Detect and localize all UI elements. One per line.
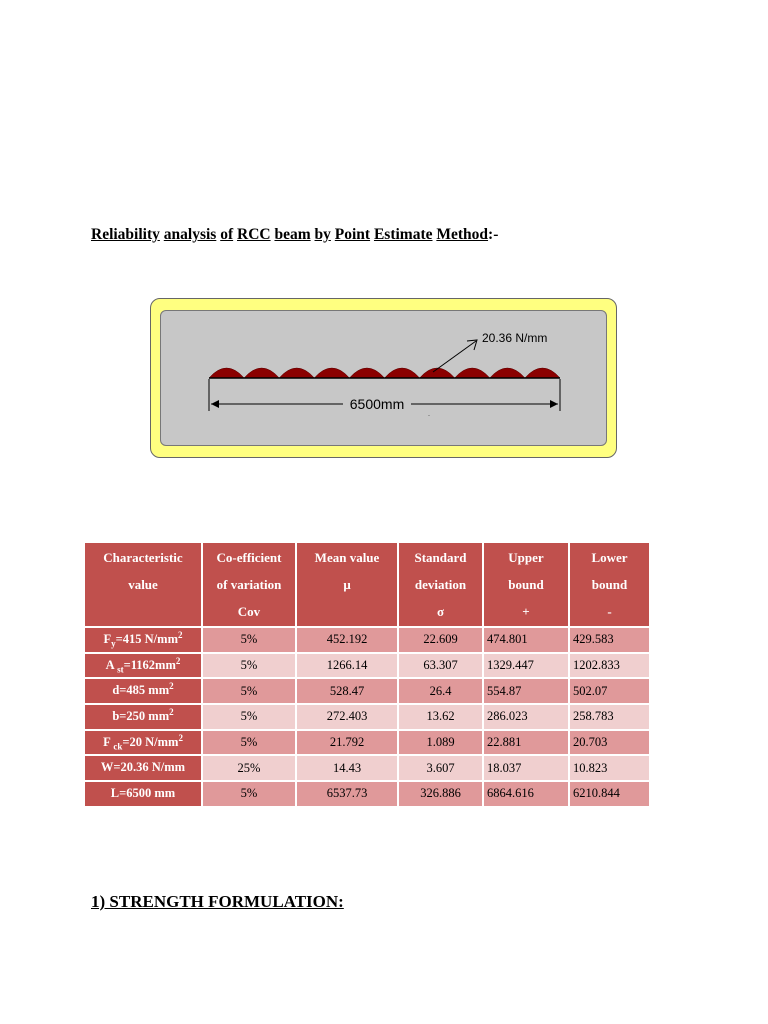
header-line [299, 598, 395, 625]
table-row [85, 731, 649, 755]
row-label-sub: st [117, 664, 124, 675]
cell-mean: 528.47 [297, 679, 397, 703]
header-line: Standard [414, 550, 467, 565]
header-sd [399, 543, 482, 626]
cell-upper: 474.801 [484, 628, 568, 652]
dimension-arrow-right [550, 400, 558, 408]
row-label-pre: b=250 mm [112, 709, 170, 724]
header-line: + [522, 604, 530, 619]
title-word: beam [274, 226, 311, 243]
row-label [85, 679, 201, 703]
header-line: bound [591, 577, 628, 592]
table-row [85, 782, 649, 806]
load-pointer-line [433, 341, 476, 372]
cell-upper: 22.881 [484, 731, 568, 755]
cell-sd: 1.089 [399, 731, 482, 755]
title-word: by [314, 226, 331, 243]
row-label-sup: 2 [169, 706, 174, 717]
row-label-mid: =1162mm [123, 657, 176, 672]
cell-lower: 20.703 [570, 731, 649, 755]
cell-sd: 22.609 [399, 628, 482, 652]
cell-cov: 5% [203, 679, 295, 703]
header-cov [203, 543, 295, 626]
load-hump [525, 368, 560, 378]
table-row [85, 654, 649, 678]
cell-sd: 63.307 [399, 654, 482, 678]
row-label-pre: F [103, 734, 114, 749]
load-hump [244, 368, 279, 378]
header-line: deviation [414, 577, 467, 592]
row-label [85, 654, 201, 678]
title-word: of [220, 226, 234, 243]
header-line: Mean value [314, 550, 380, 565]
reliability-table [83, 541, 651, 808]
cell-cov: 5% [203, 628, 295, 652]
cell-sd: 326.886 [399, 782, 482, 806]
title-word: Reliability [91, 226, 160, 243]
span-label: 6500mm [349, 396, 405, 412]
cell-sd: 3.607 [399, 756, 482, 780]
header-line [87, 598, 199, 625]
header-line: - [607, 604, 612, 619]
row-label-pre: W=20.36 N/mm [100, 760, 186, 775]
load-hump [279, 368, 314, 378]
header-line: Lower [591, 550, 628, 565]
row-label [85, 756, 201, 780]
load-hump [455, 368, 490, 378]
header-lower [570, 543, 649, 626]
cell-mean: 272.403 [297, 705, 397, 729]
header-upper [484, 543, 568, 626]
header-line: Characteristic [103, 550, 183, 565]
cell-mean: 21.792 [297, 731, 397, 755]
row-label-pre: d=485 mm [112, 683, 170, 698]
row-label-sup: 2 [177, 630, 183, 640]
section-heading: 1) STRENGTH FORMULATION: [91, 892, 344, 911]
title-suffix: :- [488, 226, 499, 243]
row-label-sup: 2 [169, 681, 174, 692]
cell-lower: 502.07 [570, 679, 649, 703]
cell-lower: 10.823 [570, 756, 649, 780]
cell-upper: 18.037 [484, 756, 568, 780]
load-hump [385, 368, 420, 378]
header-line: Upper [508, 550, 544, 565]
load-hump [209, 368, 244, 378]
row-label [85, 628, 201, 652]
document-title [91, 226, 498, 244]
beam-diagram [150, 298, 617, 458]
header-line: bound [508, 577, 544, 592]
cell-mean: 452.192 [297, 628, 397, 652]
cell-cov: 5% [203, 731, 295, 755]
header-line: value [128, 577, 158, 592]
header-mean [297, 543, 397, 626]
cell-upper: 1329.447 [484, 654, 568, 678]
cell-lower: 429.583 [570, 628, 649, 652]
dimension-arrow-left [211, 400, 219, 408]
cell-lower: 1202.833 [570, 654, 649, 678]
row-label-sub: ck [113, 741, 123, 752]
header-line: of variation [216, 577, 282, 592]
cell-lower: 258.783 [570, 705, 649, 729]
dot-mark: . [428, 409, 430, 418]
load-hump [314, 368, 349, 378]
row-label-mid: =20 N/mm [122, 734, 179, 749]
title-word: Method [436, 226, 489, 243]
row-label [85, 782, 201, 806]
cell-upper: 554.87 [484, 679, 568, 703]
cell-lower: 6210.844 [570, 782, 649, 806]
title-word: analysis [163, 226, 217, 243]
load-hump [349, 368, 384, 378]
row-label-pre: L=6500 mm [110, 786, 176, 801]
load-label: 20.36 N/mm [482, 331, 548, 345]
cell-sd: 13.62 [399, 705, 482, 729]
title-word: RCC [237, 226, 271, 243]
cell-upper: 6864.616 [484, 782, 568, 806]
cell-mean: 6537.73 [297, 782, 397, 806]
row-label-pre: A [105, 657, 118, 672]
cell-cov: 5% [203, 782, 295, 806]
table-row [85, 679, 649, 703]
beam-diagram-svg [151, 299, 618, 459]
load-hump [490, 368, 525, 378]
cell-mean: 1266.14 [297, 654, 397, 678]
header-line: Co-efficient [216, 550, 282, 565]
cell-mean: 14.43 [297, 756, 397, 780]
row-label-sub: y [111, 638, 116, 649]
row-label [85, 731, 201, 755]
row-label-sup: 2 [178, 732, 183, 743]
cell-cov: 5% [203, 705, 295, 729]
row-label-mid: =415 N/mm [115, 632, 178, 647]
cell-cov: 5% [203, 654, 295, 678]
header-characteristic-value [85, 543, 201, 626]
table-header-row [85, 543, 649, 626]
table-row [85, 756, 649, 780]
header-line: Cov [237, 604, 261, 619]
header-line: μ [343, 577, 351, 592]
cell-upper: 286.023 [484, 705, 568, 729]
cell-sd: 26.4 [399, 679, 482, 703]
header-line: σ [436, 604, 445, 619]
table-row [85, 628, 649, 652]
title-word: Point [334, 226, 371, 243]
table-row [85, 705, 649, 729]
distributed-load [209, 368, 560, 378]
row-label [85, 705, 201, 729]
title-word: Estimate [373, 226, 433, 243]
cell-cov: 25% [203, 756, 295, 780]
row-label-pre: F [103, 632, 112, 647]
row-label-sup: 2 [175, 655, 181, 666]
